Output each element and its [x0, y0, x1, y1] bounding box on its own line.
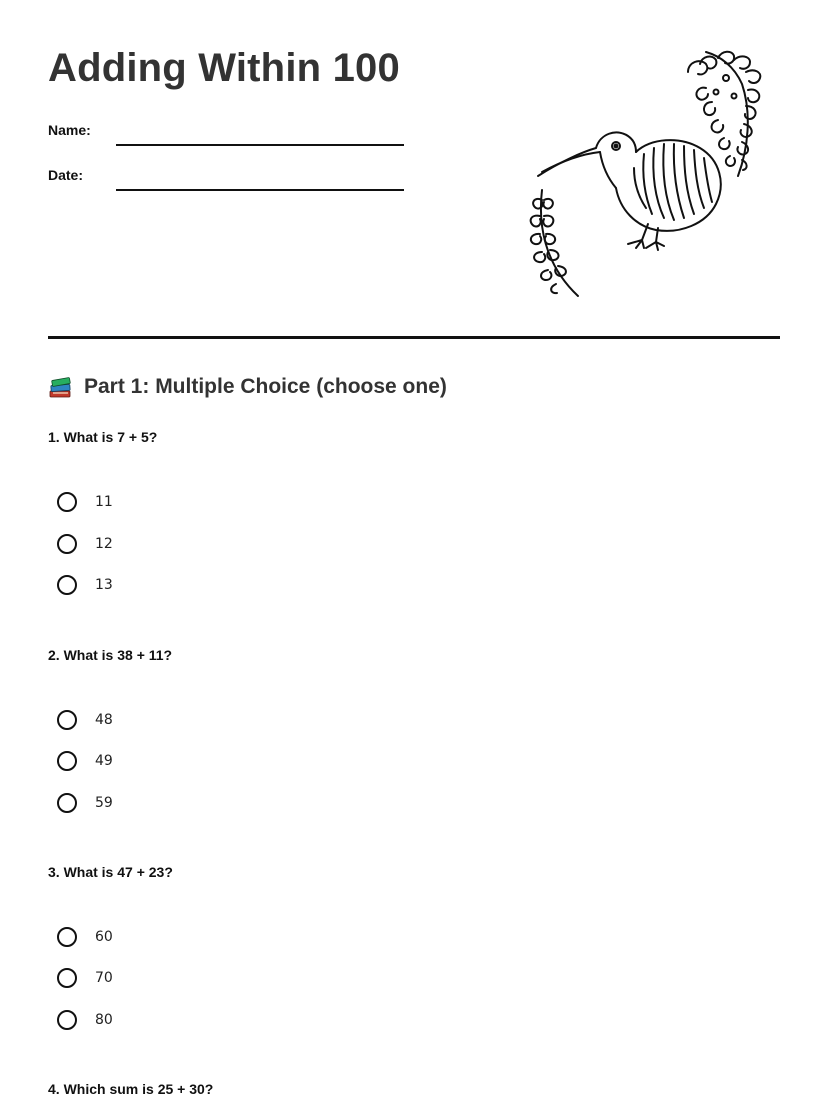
q2-option-b[interactable] [57, 751, 113, 771]
option-label: 11 [95, 494, 113, 510]
kiwi-illustration-icon [520, 44, 770, 304]
radio-button[interactable] [57, 534, 77, 554]
question-2: 2. What is 38 + 11? [48, 647, 173, 663]
name-field-row [48, 114, 404, 140]
option-label: 49 [95, 753, 113, 769]
option-label: 60 [95, 929, 113, 945]
option-label: 59 [95, 795, 113, 811]
worksheet-title: Adding Within 100 [48, 46, 400, 90]
radio-button[interactable] [57, 492, 77, 512]
fern-bottom-icon [531, 190, 578, 296]
radio-button[interactable] [57, 927, 77, 947]
q2-option-a[interactable] [57, 710, 113, 730]
section-divider [48, 336, 780, 339]
fern-top-icon [688, 52, 760, 176]
name-write-line[interactable] [116, 144, 404, 146]
question-1: 1. What is 7 + 5? [48, 429, 158, 445]
option-label: 80 [95, 1012, 113, 1028]
section-heading-text: Part 1: Multiple Choice (choose one) [84, 375, 447, 398]
q1-option-a[interactable] [57, 492, 113, 512]
option-label: 48 [95, 712, 113, 728]
question-3: 3. What is 47 + 23? [48, 864, 173, 880]
option-label: 12 [95, 536, 113, 552]
q3-option-c[interactable] [57, 1010, 113, 1030]
kiwi-bird-icon [538, 132, 721, 250]
option-label: 70 [95, 970, 113, 986]
date-write-line[interactable] [116, 189, 404, 191]
books-icon [48, 374, 74, 400]
section-heading [48, 374, 447, 400]
radio-button[interactable] [57, 710, 77, 730]
q2-option-c[interactable] [57, 793, 113, 813]
name-label: Name: [48, 122, 91, 138]
radio-button[interactable] [57, 793, 77, 813]
radio-button[interactable] [57, 751, 77, 771]
radio-button[interactable] [57, 1010, 77, 1030]
q1-option-c[interactable] [57, 575, 113, 595]
date-label: Date: [48, 167, 84, 183]
q3-option-b[interactable] [57, 968, 113, 988]
option-label: 13 [95, 577, 113, 593]
q3-option-a[interactable] [57, 927, 113, 947]
radio-button[interactable] [57, 968, 77, 988]
question-4: 4. Which sum is 25 + 30? [48, 1081, 214, 1097]
q1-option-b[interactable] [57, 534, 113, 554]
date-field-row [48, 159, 404, 185]
radio-button[interactable] [57, 575, 77, 595]
